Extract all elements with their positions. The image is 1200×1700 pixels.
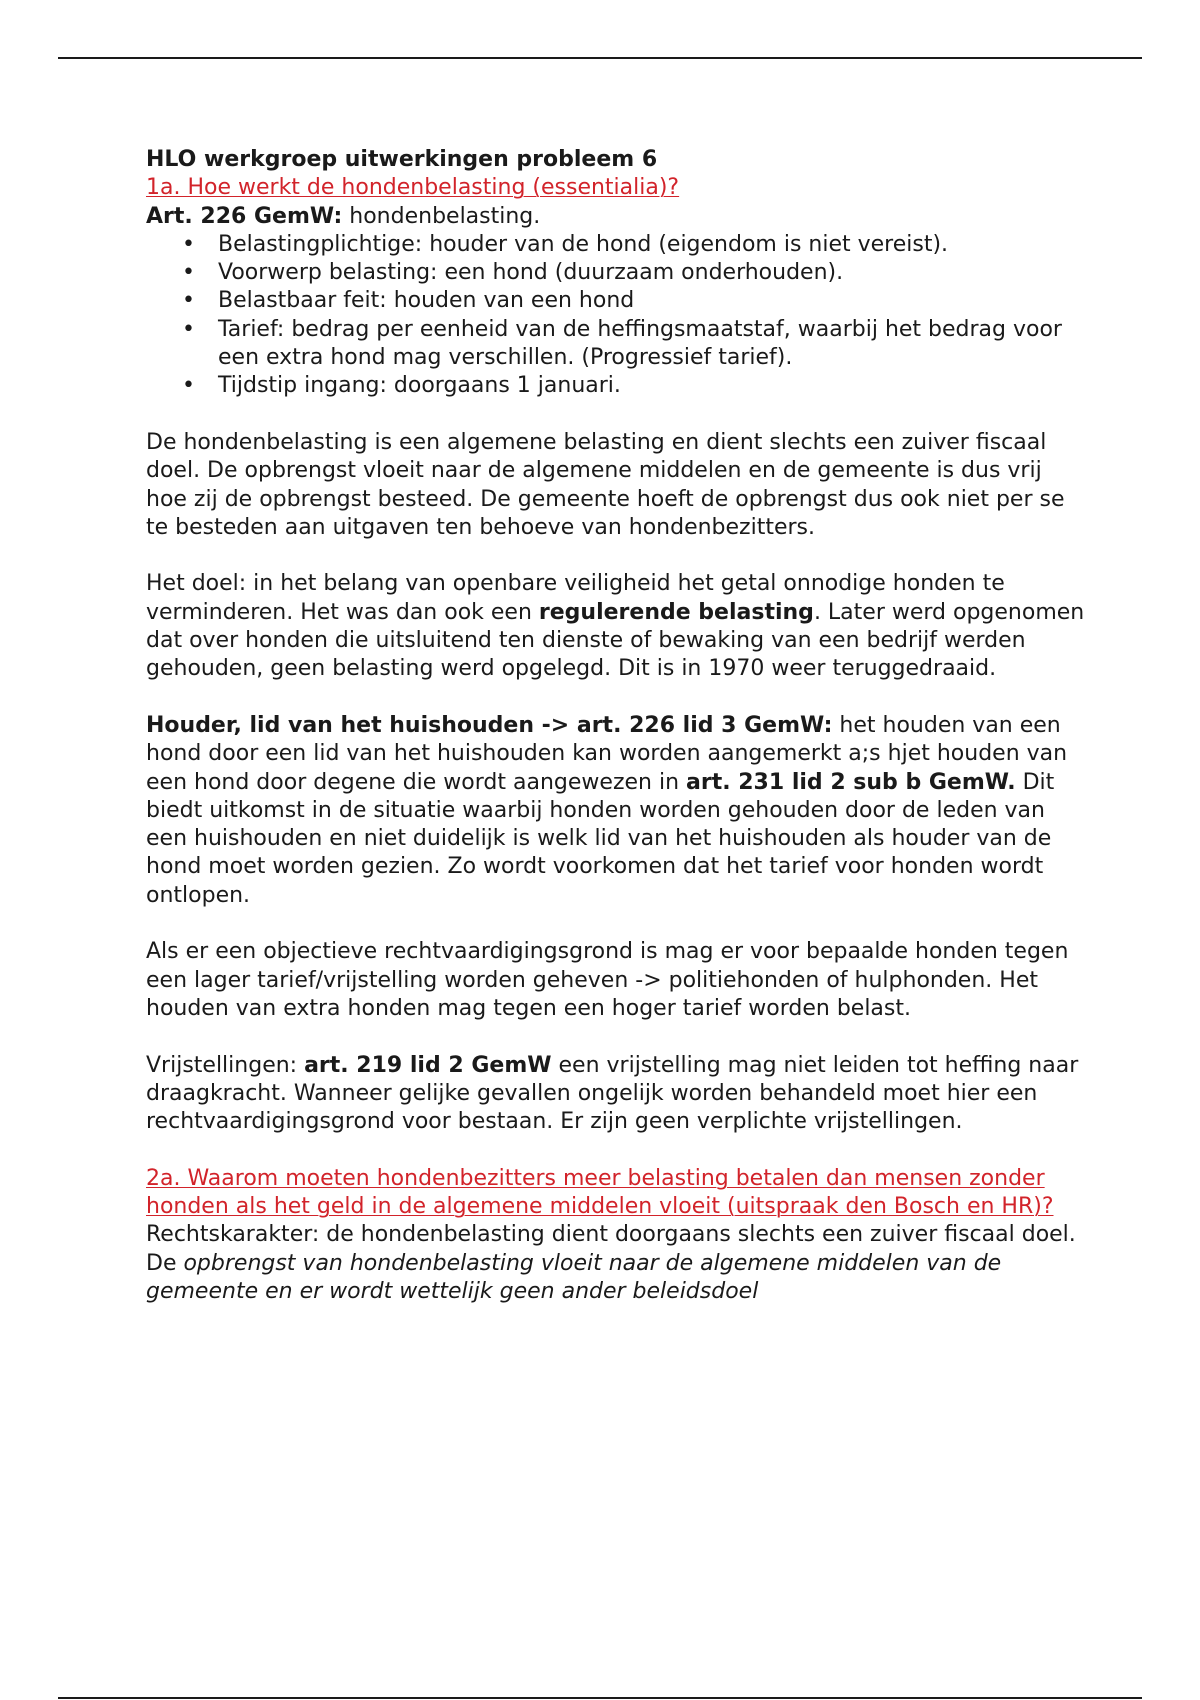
document-body — [146, 146, 1086, 1306]
question-2a-text: 2a. Waarom moeten hondenbezitters meer belasting betalen dan mensen zonder honden als het geld in de algemene middelen vloeit (uitspraak den Bosch en HR)? — [146, 1165, 1054, 1219]
bottom-rule — [58, 1697, 1142, 1699]
top-rule — [58, 57, 1142, 59]
paragraph-exemptions — [146, 1052, 1086, 1137]
essentialia-list — [146, 231, 1086, 401]
list-item: • Tijdstip ingang: doorgaans 1 januari. — [146, 372, 1086, 400]
list-item: • Belastbaar feit: houden van een hond — [146, 287, 1086, 315]
paragraph-text: Het doel: in het belang van openbare veiligheid het getal onnodige honden te verminderen. Het was dan ook een — [146, 571, 1005, 625]
paragraph-text: Vrijstellingen: — [146, 1052, 305, 1078]
bold-term: regulerende belasting — [538, 599, 814, 625]
answer-2a — [146, 1221, 1086, 1306]
paragraph-text: . Later werd opgenomen dat over honden die uitsluitend ten dienste of bewaking van een bedrijf werden gehouden, geen belasting werd opgelegd. Dit is in 1970 weer teruggedraaid. — [146, 599, 1085, 682]
paragraph-general-tax: De hondenbelasting is een algemene belasting en dient slechts een zuiver fiscaal doel. De opbrengst vloeit naar de algemene middelen en de gemeente is dus vrij hoe zij de opbrengst besteed. De gemeente hoeft de opbrengst dus ook niet per se te besteden aan uitgaven ten behoeve van hondenbezitters. — [146, 429, 1065, 540]
paragraph-text: een vrijstelling mag niet leiden tot heffing naar draagkracht. Wanneer gelijke gevallen ongelijk worden behandeld moet hier een rechtvaardigingsgrond voor bestaan. Er zijn geen verplichte vrijstellingen. — [146, 1052, 1079, 1135]
article-label: Art. 226 GemW: — [146, 203, 343, 229]
list-item: • Tarief: bedrag per eenheid van de heffingsmaatstaf, waarbij het bedrag voor een extra hond mag verschillen. (Progressief tarief). — [146, 316, 1086, 373]
question-2a — [146, 1165, 1086, 1222]
paragraph-holder — [146, 712, 1086, 910]
question-1a — [146, 174, 1086, 202]
list-item: • Voorwerp belasting: een hond (duurzaam onderhouden). — [146, 259, 1086, 287]
italic-text: opbrengst van hondenbelasting vloeit naar de algemene middelen van de gemeente en er wordt wettelijk geen ander beleidsdoel — [146, 1250, 1002, 1304]
question-1a-text: 1a. Hoe werkt de hondenbelasting (essentialia)? — [146, 175, 680, 201]
paragraph-justification: Als er een objectieve rechtvaardigingsgrond is mag er voor bepaalde honden tegen een lager tarief/vrijstelling worden geheven -> politiehonden of hulphonden. Het houden van extra honden mag tegen een hoger tarief worden belast. — [146, 939, 1069, 1021]
bold-term: art. 219 lid 2 GemW — [304, 1052, 552, 1078]
bold-term: art. 231 lid 2 sub b GemW. — [686, 769, 1016, 795]
document-title: HLO werkgroep uitwerkingen probleem 6 — [146, 147, 658, 172]
list-item: • Belastingplichtige: houder van de hond (eigendom is niet vereist). — [146, 231, 1086, 259]
paragraph-text: Rechtskarakter: de hondenbelasting dient doorgaans slechts een zuiver fiscaal doel. De — [146, 1222, 1076, 1276]
article-line — [146, 203, 1086, 231]
paragraph-text: het houden van een hond door een lid van het huishouden kan worden aangemerkt a;s hjet houden van een hond door degene die wordt aangewezen in — [146, 712, 1068, 795]
article-text: hondenbelasting. — [342, 203, 541, 229]
paragraph-purpose — [146, 570, 1086, 683]
paragraph-text: Dit biedt uitkomst in de situatie waarbij honden worden gehouden door de leden van een huishouden en niet duidelijk is welk lid van het huishouden als houder van de hond moet worden gezien. Zo wordt voorkomen dat het tarief voor honden wordt ontlopen. — [146, 769, 1055, 908]
bold-term: Houder, lid van het huishouden -> art. 226 lid 3 GemW: — [146, 712, 833, 738]
